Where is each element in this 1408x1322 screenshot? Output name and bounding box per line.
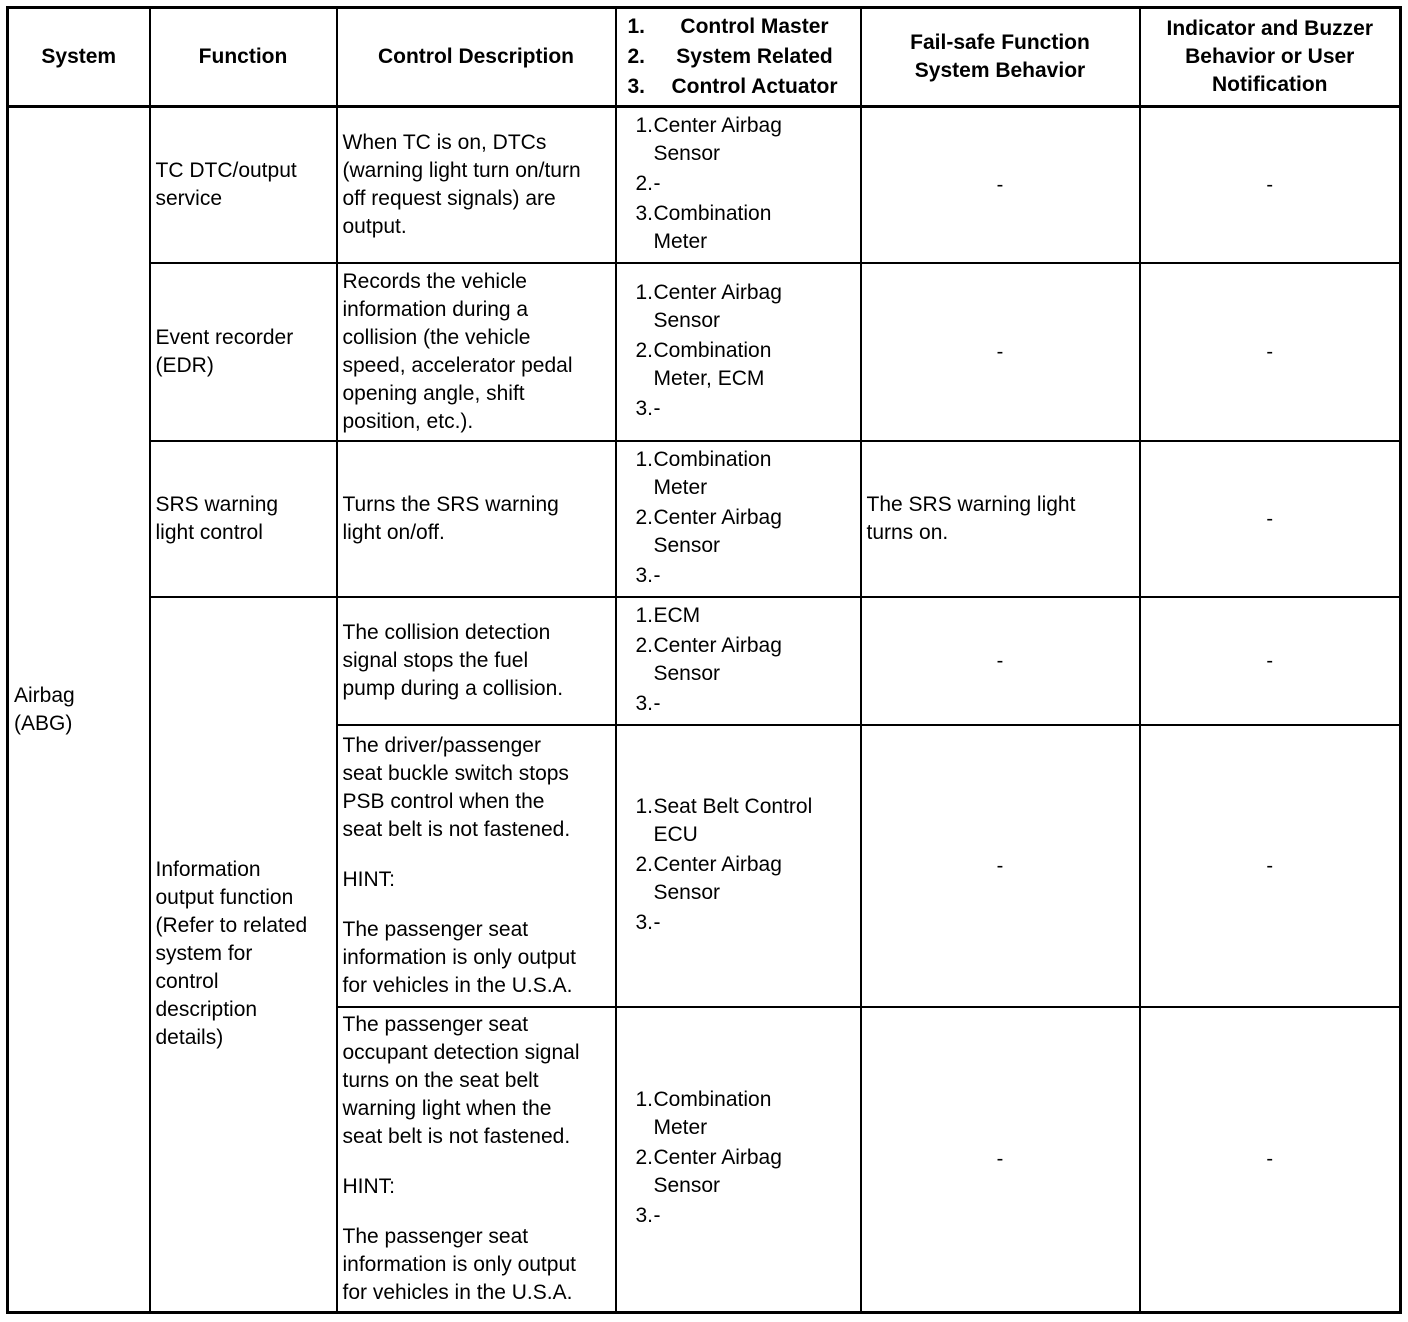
control-item: 2. - (635, 171, 661, 195)
indicator-cell: - (1140, 597, 1401, 725)
indicator-cell: - (1140, 1007, 1401, 1313)
header-control-description: Control Description (337, 8, 616, 107)
system-cell: Airbag (ABG) (8, 107, 150, 1313)
control-cell (616, 597, 861, 725)
control-item: 2. Combination Meter, ECM (635, 338, 772, 390)
control-item: 3. - (635, 691, 661, 715)
control-item: 1. Combination Meter (635, 447, 772, 499)
failsafe-cell: - (861, 263, 1140, 441)
control-cell (616, 263, 861, 441)
header-function: Function (150, 8, 337, 107)
description-paragraph: The passenger seat information is only output for vehicles in the U.S.A. (342, 1225, 576, 1305)
control-item: 1. Center Airbag Sensor (635, 280, 782, 332)
failsafe-cell: - (861, 725, 1140, 1007)
failsafe-cell: - (861, 597, 1140, 725)
hint-label: HINT: (342, 867, 395, 891)
indicator-cell: - (1140, 107, 1401, 263)
description-paragraph: Records the vehicle information during a collision (the vehicle speed, accelerator pedal opening angle, shift position, etc.). (342, 269, 573, 433)
control-item: 3. Combination Meter (635, 201, 772, 253)
control-item: 3. - (635, 563, 661, 587)
header-control-master (616, 8, 861, 107)
header-row (8, 8, 1401, 107)
control-item: 3. - (635, 396, 661, 420)
description-cell (337, 107, 616, 263)
control-item: 1. Center Airbag Sensor (635, 113, 782, 165)
control-cell (616, 107, 861, 263)
failsafe-cell: The SRS warning light turns on. (861, 441, 1140, 597)
description-cell (337, 597, 616, 725)
control-item: 1. ECM (635, 603, 701, 627)
control-item: 3. - (635, 910, 661, 934)
table-row (8, 597, 1401, 725)
header-master-item-1: 1. Control Master (627, 15, 829, 38)
airbag-control-table (6, 6, 1402, 1314)
control-cell (616, 725, 861, 1007)
description-paragraph: The passenger seat information is only output for vehicles in the U.S.A. (342, 917, 576, 997)
description-cell (337, 1007, 616, 1313)
control-item: 2. Center Airbag Sensor (635, 1146, 782, 1198)
header-master-item-2: 2. System Related (627, 45, 833, 68)
control-cell (616, 1007, 861, 1313)
failsafe-cell: - (861, 1007, 1140, 1313)
description-cell (337, 263, 616, 441)
description-paragraph: The driver/passenger seat buckle switch stops PSB control when the seat belt is not fastened. (342, 733, 571, 841)
indicator-cell: - (1140, 725, 1401, 1007)
control-item: 2. Center Airbag Sensor (635, 852, 782, 904)
control-item: 2. Center Airbag Sensor (635, 505, 782, 557)
document-page (6, 6, 1402, 1314)
table-row (8, 107, 1401, 263)
description-paragraph: The collision detection signal stops the fuel pump during a collision. (342, 620, 564, 700)
failsafe-cell: - (861, 107, 1140, 263)
header-failsafe: Fail-safe Function System Behavior (861, 8, 1140, 107)
control-item: 1. Seat Belt Control ECU (635, 794, 813, 846)
indicator-cell: - (1140, 441, 1401, 597)
header-system: System (8, 8, 150, 107)
hint-label: HINT: (342, 1175, 395, 1199)
control-item: 1. Combination Meter (635, 1088, 772, 1140)
description-cell (337, 441, 616, 597)
description-paragraph: The passenger seat occupant detection signal turns on the seat belt warning light when the seat belt is not fastened. (342, 1013, 580, 1149)
description-cell (337, 725, 616, 1007)
control-cell (616, 441, 861, 597)
description-paragraph: Turns the SRS warning light on/off. (342, 492, 559, 544)
table-row (8, 263, 1401, 441)
description-paragraph: When TC is on, DTCs (warning light turn on/turn off request signals) are output. (342, 130, 581, 238)
indicator-cell: - (1140, 263, 1401, 441)
header-indicator: Indicator and Buzzer Behavior or User Notification (1140, 8, 1401, 107)
function-cell: Information output function (Refer to related system for control description details) (150, 597, 337, 1313)
control-item: 3. - (635, 1204, 661, 1228)
function-cell: Event recorder (EDR) (150, 263, 337, 441)
function-cell: SRS warning light control (150, 441, 337, 597)
control-item: 2. Center Airbag Sensor (635, 633, 782, 685)
header-master-item-3: 3. Control Actuator (627, 75, 838, 98)
table-row (8, 441, 1401, 597)
function-cell: TC DTC/output service (150, 107, 337, 263)
